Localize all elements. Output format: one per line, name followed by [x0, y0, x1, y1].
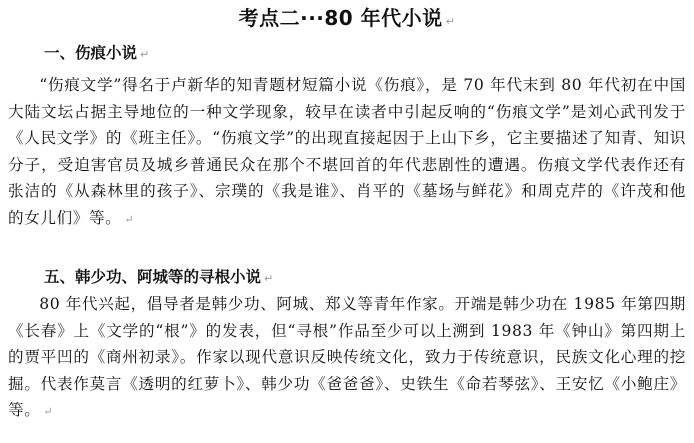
section-heading-2 [44, 266, 273, 290]
paragraph-mark-icon: ↵ [264, 272, 274, 285]
section-paragraph-2-text: 80 年代兴起，倡导者是韩少功、阿城、郑义等青年作家。开端是韩少功在 1985 年第四期《长春》上《文学的“根”》的发表，但“寻根”作品至少可以上溯到 1983 年《钟山》第四期上的贾平凹的《商州初录》。作家以现代意识反映传统文化，致力于传统意识，民族文化心理的挖掘。代表作莫言《透明的红萝卜》、韩少功《爸爸爸》、史铁生《命若琴弦》、王安忆《小鲍庄》等。 [8, 295, 686, 419]
section-paragraph-1-text: “伤痕文学”得名于卢新华的知青题材短篇小说《伤痕》，是 70 年代末到 80 年代初在中国大陆文坛占据主导地位的一种文学现象，较早在读者中引起反响的“伤痕文学”是刘心武刊发于《人民文学》的《班主任》。“伤痕文学”的出现直接起因于上山下乡，它主要描述了知青、知识分子，受迫害官员及城乡普通民众在那个不堪回首的年代悲剧性的遭遇。伤痕文学代表作还有张洁的《从森林里的孩子》、宗璞的《我是谁》、肖平的《墓场与鲜花》和周克芹的《许茂和他的女儿们》等。 [8, 76, 686, 227]
section-paragraph-1 [8, 72, 686, 233]
document-title [0, 4, 694, 36]
paragraph-mark-icon: ↵ [43, 405, 54, 418]
title-text: 考点二···80 年代小说 [238, 6, 443, 30]
section-heading-2-text: 五、韩少功、阿城等的寻根小说 [44, 268, 262, 286]
paragraph-mark-icon: ↵ [124, 212, 135, 226]
section-heading-1 [44, 42, 149, 66]
paragraph-mark-icon: ↵ [140, 48, 150, 61]
paragraph-mark-icon: ↵ [445, 15, 456, 28]
section-paragraph-2 [8, 291, 686, 426]
section-heading-1-text: 一、伤痕小说 [44, 44, 138, 62]
